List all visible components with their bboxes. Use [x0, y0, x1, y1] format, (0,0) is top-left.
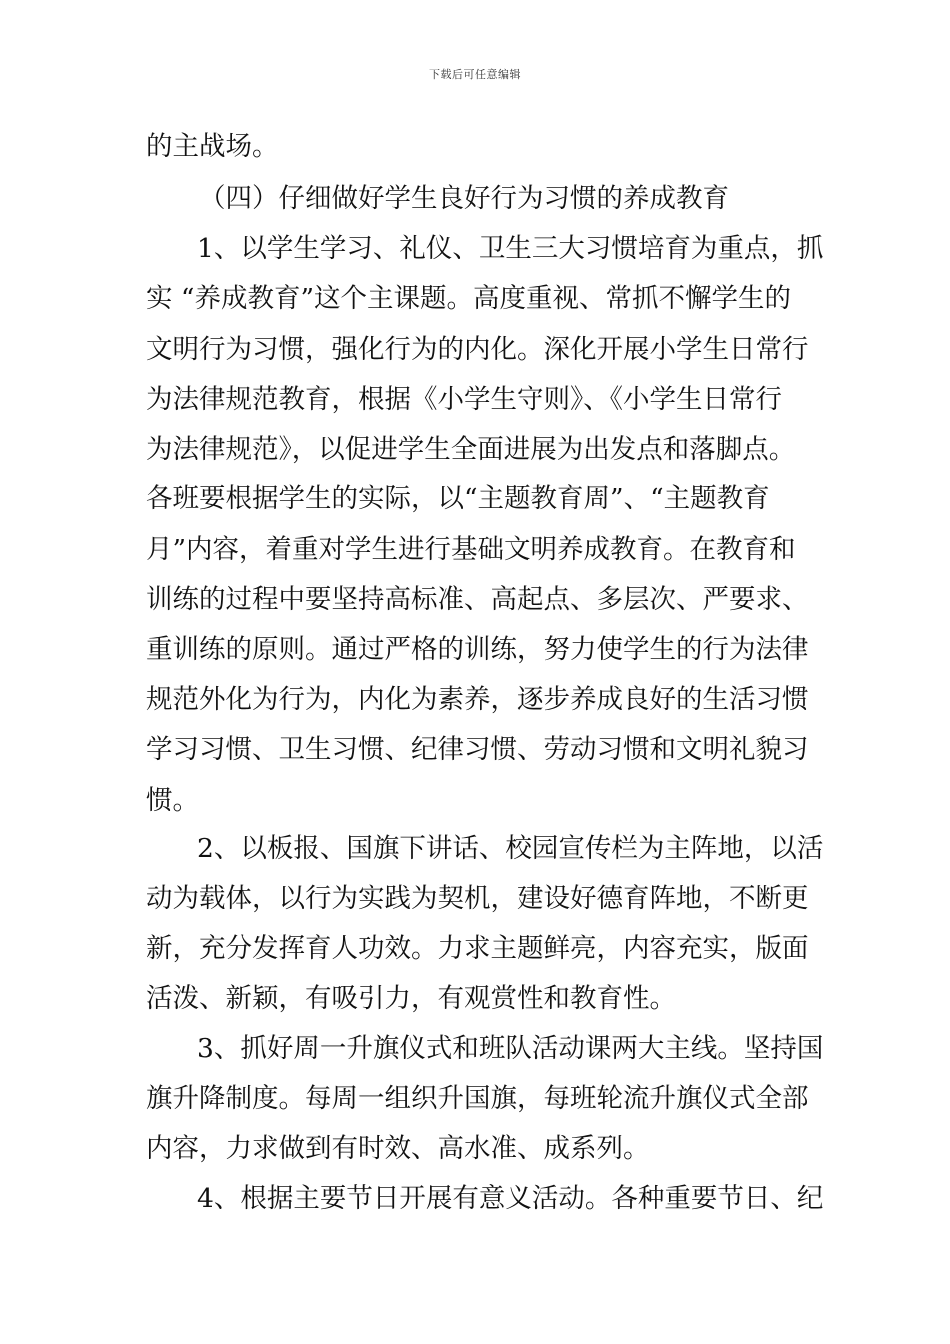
body-line: 新，充分发挥育人功效。力求主题鲜亮，内容充实，版面 [146, 933, 809, 964]
body-line: 活泼、新颖，有吸引力，有观赏性和教育性。 [146, 983, 676, 1014]
body-line: 的主战场。 [146, 131, 279, 162]
body-line: 学习习惯、卫生习惯、纪律习惯、劳动习惯和文明礼貌习 [146, 734, 809, 765]
body-line: 为法律规范教育，根据《小学生守则》、《小学生日常行 [146, 384, 782, 415]
body-line: 3、抓好周一升旗仪式和班队活动课两大主线。坚持国 [197, 1033, 824, 1064]
body-line: 内容，力求做到有时效、高水准、成系列。 [146, 1133, 650, 1164]
body-line: 规范外化为行为，内化为素养，逐步养成良好的生活习惯 [146, 684, 809, 715]
body-line: 惯。 [146, 785, 199, 816]
body-line: 为法律规范》，以促进学生全面进展为出发点和落脚点。 [146, 434, 796, 465]
body-line: 动为载体，以行为实践为契机，建设好德育阵地，不断更 [146, 883, 809, 914]
body-line: 各班要根据学生的实际，以“主题教育周”、“主题教育 [146, 483, 770, 514]
section-heading: （四）仔细做好学生良好行为习惯的养成教育 [199, 183, 729, 214]
body-line: 2、以板报、国旗下讲话、校园宣传栏为主阵地，以活 [197, 833, 824, 864]
body-line: 文明行为习惯，强化行为的内化。深化开展小学生日常行 [146, 334, 809, 365]
body-line: 月”内容，着重对学生进行基础文明养成教育。在教育和 [146, 534, 796, 565]
body-line: 1、以学生学习、礼仪、卫生三大习惯培育为重点，抓 [197, 233, 824, 264]
body-line: 4、根据主要节日开展有意义活动。各种重要节日、纪 [197, 1183, 824, 1214]
body-line: 训练的过程中要坚持高标准、高起点、多层次、严要求、 [146, 584, 809, 615]
body-line: 实 “养成教育”这个主课题。高度重视、常抓不懈学生的 [146, 283, 792, 314]
body-line: 重训练的原则。通过严格的训练，努力使学生的行为法律 [146, 634, 809, 665]
page-header: 下载后可任意编辑 [429, 68, 521, 81]
body-line: 旗升降制度。每周一组织升国旗，每班轮流升旗仪式全部 [146, 1083, 809, 1114]
